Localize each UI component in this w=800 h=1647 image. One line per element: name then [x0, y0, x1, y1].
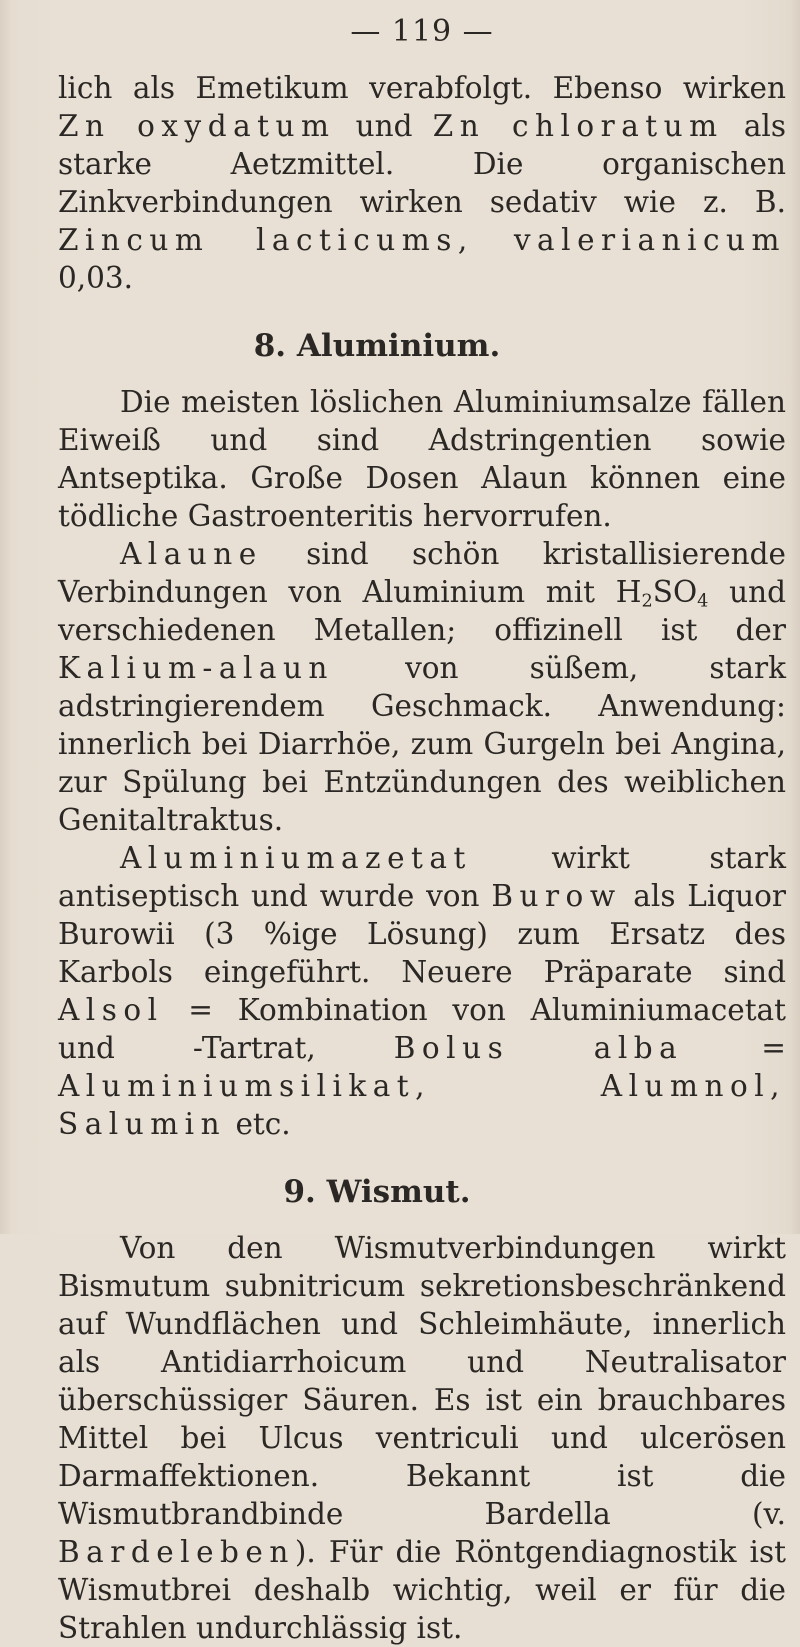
text-run: sind schön kristallisierende Verbindungen von Aluminium mit H: [58, 537, 786, 609]
page-number: — 119 —: [350, 14, 494, 49]
text-run: von süßem, stark adstringierendem Geschmack. Anwendung: innerlich bei Diarrhöe, zum Gurgeln bei Angina, zur Spülung bei Entzündungen des weiblichen Genitaltraktus.: [58, 651, 786, 837]
term-zn-chloratum: Zn chloratum: [432, 109, 724, 143]
text-run: etc.: [226, 1107, 291, 1141]
heading-wismut: 9. Wismut.: [283, 1174, 471, 1210]
text-run: wirkt stark antiseptisch und wurde von: [58, 841, 786, 913]
term-bolus-alba: Bolus alba: [393, 1031, 684, 1065]
paragraph-aluminium-3: [58, 839, 786, 1143]
text-run: Von den Wismutverbindungen wirkt Bismutum subnitricum sekretionsbeschränkend auf Wundflächen und Schleimhäute, innerlich als Antidiarrhoicum und Neutralisator überschüssiger Säuren. Es ist ein brauchbares Mittel bei Ulcus ventriculi und ulcerösen Darmaffektionen. Bekannt ist die Wismutbrandbinde Bardella (v.: [58, 1231, 786, 1531]
term-zincum-lacticum: Zincum lacticums,: [58, 223, 474, 257]
text-run: ). Für die Röntgendiagnostik ist Wismutbrei deshalb wichtig, weil er für die Strahlen undurchlässig ist.: [58, 1535, 786, 1645]
term-aluminiumazetat: Aluminiumazetat: [120, 841, 472, 875]
text-run: und: [335, 109, 433, 143]
subscript: 4: [697, 591, 709, 612]
term-kalium-alaun: Kalium-alaun: [58, 651, 334, 685]
text-run: als Liquor Burowii (3 %ige Lösung) zum Ersatz des Karbols eingeführt. Neuere Präparate sind: [58, 879, 786, 989]
term-zn-oxydatum: Zn oxydatum: [58, 109, 336, 143]
term-aluminiumsilikat: Aluminiumsilikat, Alumnol, Salumin: [58, 1069, 786, 1141]
text-run: SO: [652, 575, 698, 609]
term-bardeleben: Bardeleben: [58, 1535, 295, 1569]
subscript: 2: [641, 591, 653, 612]
text-run: 0,03.: [58, 261, 134, 295]
text-run: =: [683, 1031, 786, 1065]
paragraph-aluminium-1: Die meisten löslichen Aluminiumsalze fällen Eiweiß und sind Adstringentien sowie Antseptika. Große Dosen Alaun können eine tödliche Gastroenteritis hervorrufen.: [58, 385, 786, 533]
term-valerianicum: valerianicum: [513, 223, 786, 257]
page-content: [58, 14, 786, 1647]
paragraph-aluminium-2: [58, 535, 786, 839]
text-run: als starke Aetzmittel. Die organischen Zinkverbindungen wirken sedativ wie z. B.: [58, 109, 786, 219]
term-alaune: Alaune: [120, 537, 263, 571]
text-run: = Kombination von Aluminiumacetat und -Tartrat,: [58, 993, 786, 1065]
term-burow: Burow: [491, 879, 622, 913]
term-alsol: Alsol: [58, 993, 164, 1027]
paragraph-wismut: [58, 1229, 786, 1647]
text-run: und verschiedenen Metallen; offizinell ist der: [58, 575, 786, 647]
heading-aluminium: 8. Aluminium.: [253, 328, 501, 364]
text-run: [474, 223, 514, 257]
paragraph-zinc: [58, 69, 786, 297]
text-run: lich als Emetikum verabfolgt. Ebenso wirken: [58, 71, 786, 105]
